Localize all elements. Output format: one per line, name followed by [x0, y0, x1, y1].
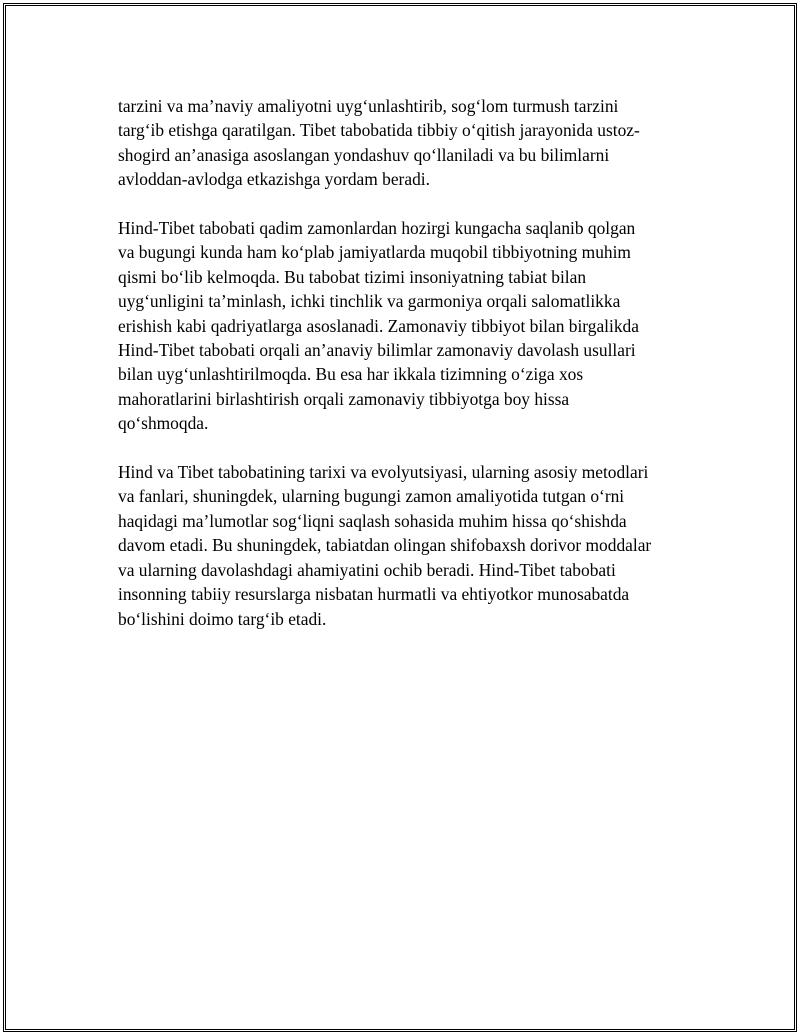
- text-line: targ‘ib etishga qaratilgan. Tibet tabobatida tibbiy o‘qitish jarayonida ustoz-: [118, 120, 640, 141]
- text-line: bo‘lishini doimo targ‘ib etadi.: [118, 608, 327, 629]
- text-line: erishish kabi qadriyatlarga asoslanadi. Zamonaviy tibbiyot bilan birgalikda: [118, 315, 639, 336]
- text-line: Hind-Tibet tabobati qadim zamonlardan hozirgi kungacha saqlanib qolgan: [118, 218, 636, 239]
- document-body: [118, 94, 688, 655]
- text-line: va fanlari, shuningdek, ularning bugungi zamon amaliyotida tutgan o‘rni: [118, 486, 625, 507]
- text-line: va ularning davolashdagi ahamiyatini ochib beradi. Hind-Tibet tabobati: [118, 559, 616, 580]
- text-line: mahoratlarini birlashtirish orqali zamonaviy tibbiyotga boy hissa: [118, 388, 570, 409]
- paragraph-2: [118, 216, 688, 436]
- text-line: bilan uyg‘unlashtirilmoqda. Bu esa har ikkala tizimning o‘ziga xos: [118, 364, 584, 385]
- text-line: tarzini va ma’naviy amaliyotni uyg‘unlashtirib, sog‘lom turmush tarzini: [118, 96, 619, 116]
- paragraph-1: [118, 94, 688, 192]
- text-line: insonning tabiiy resurslarga nisbatan hurmatli va ehtiyotkor munosabatda: [118, 584, 630, 605]
- text-line: Hind va Tibet tabobatining tarixi va evolyutsiyasi, ularning asosiy metodlari: [118, 462, 649, 483]
- text-line: Hind-Tibet tabobati orqali an’anaviy bilimlar zamonaviy davolash usullari: [118, 340, 636, 361]
- text-line: va bugungi kunda ham ko‘plab jamiyatlarda muqobil tibbiyotning muhim: [118, 242, 631, 263]
- text-line: qismi bo‘lib kelmoqda. Bu tabobat tizimi insoniyatning tabiat bilan: [118, 266, 587, 287]
- text-line: shogird an’anasiga asoslangan yondashuv qo‘llaniladi va bu bilimlarni: [118, 144, 610, 165]
- paragraph-3: [118, 460, 688, 631]
- text-line: davom etadi. Bu shuningdek, tabiatdan olingan shifobaxsh dorivor moddalar: [118, 535, 652, 556]
- text-line: qo‘shmoqda.: [118, 413, 209, 434]
- text-line: avloddan-avlodga etkazishga yordam beradi.: [118, 169, 430, 190]
- text-line: uyg‘unligini ta’minlash, ichki tinchlik va garmoniya orqali salomatlikka: [118, 291, 621, 312]
- text-line: haqidagi ma’lumotlar sog‘liqni saqlash sohasida muhim hissa qo‘shishda: [118, 510, 627, 531]
